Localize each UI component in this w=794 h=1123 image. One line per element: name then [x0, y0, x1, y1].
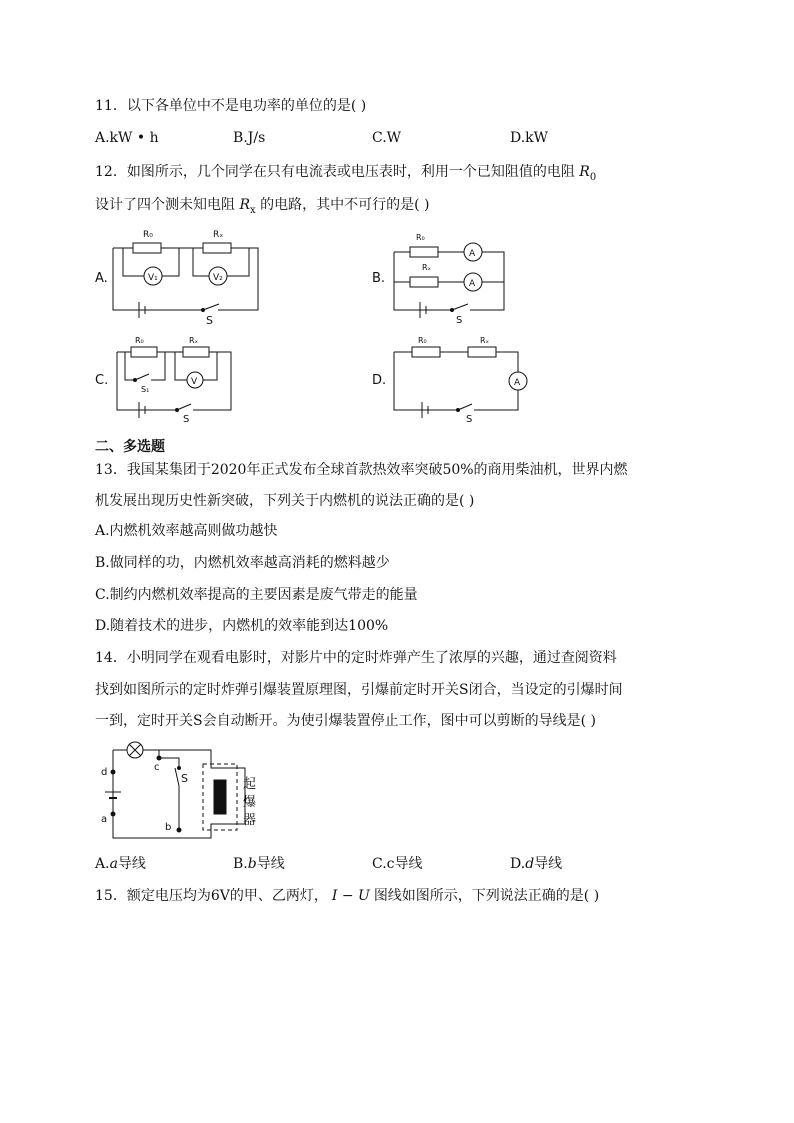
q14-option-b: B.b导线	[233, 856, 285, 872]
q12-figure-a	[93, 226, 273, 326]
svg-text:S: S	[183, 414, 190, 425]
q14-option-d: D.d导线	[510, 856, 563, 872]
svg-text:V: V	[191, 377, 198, 387]
timer-switch-s	[175, 768, 179, 786]
fig-a-label: A.	[95, 271, 108, 286]
fig-a-switch	[203, 304, 219, 310]
svg-text:S₁: S₁	[141, 385, 150, 394]
fig-c-label: C.	[95, 373, 109, 388]
point-d	[111, 770, 115, 774]
q13-option-d: D.随着技术的进步，内燃机的效率能到达100%	[95, 618, 389, 634]
fig-c-switch-s	[177, 404, 191, 410]
fig-b-rx-resistor	[410, 277, 438, 287]
fig-c-rx-resistor	[183, 347, 209, 357]
q13-option-a: A.内燃机效率越高则做功越快	[95, 523, 278, 539]
svg-text:A: A	[469, 279, 476, 289]
fig-b-switch	[452, 304, 468, 310]
fig-a-rx-label: Rₓ	[213, 230, 224, 240]
q11-option-b: B.J/s	[233, 130, 266, 146]
svg-text:S: S	[181, 772, 188, 785]
fig-d-rx-resistor	[468, 347, 496, 357]
svg-text:起: 起	[243, 777, 257, 792]
fig-a-r0-resistor	[133, 243, 161, 253]
q14-stem-line3: 一到，定时开关S会自动断开。为使引爆装置停止工作，图中可以剪断的导线是( )	[95, 713, 596, 729]
q12-stem-line1: 12．如图所示，几个同学在只有电流表或电压表时，利用一个已知阻值的电阻 $R_0$	[95, 164, 597, 183]
svg-text:Rₓ: Rₓ	[480, 336, 490, 345]
q11-option-c: C.W	[372, 130, 402, 146]
q13-option-c: C.制约内燃机效率提高的主要因素是废气带走的能量	[95, 587, 418, 603]
svg-text:V₁: V₁	[148, 273, 158, 283]
q15-stem: 15．额定电压均为6V的甲、乙两灯， I − U 图线如图所示，下列说法正确的是( )	[95, 888, 600, 904]
svg-text:R₀: R₀	[135, 336, 144, 345]
q14-stem-line1: 14．小明同学在观看电影时，对影片中的定时炸弹产生了浓厚的兴趣，通过查阅资料	[95, 650, 617, 666]
svg-text:A: A	[469, 249, 476, 259]
q14-option-c: C.c导线	[372, 856, 423, 872]
q12-figure-c	[93, 330, 243, 425]
fig-b-label: B.	[372, 271, 386, 286]
svg-text:a: a	[101, 814, 108, 825]
q13-stem-line2: 机发展出现历史性新突破，下列关于内燃机的说法正确的是( )	[95, 493, 475, 509]
svg-text:d: d	[101, 767, 108, 778]
svg-text:Rₓ: Rₓ	[189, 336, 199, 345]
q14-detonator-circuit	[95, 738, 265, 843]
q14-stem-line2: 找到如图所示的定时炸弹引爆装置原理图，引爆前定时开关S闭合，当设定的引爆时间	[95, 682, 623, 698]
point-b	[177, 828, 181, 832]
fig-d-label: D.	[372, 373, 387, 388]
section-heading-multi-choice: 二、多选题	[95, 439, 165, 455]
svg-text:Rₓ: Rₓ	[422, 263, 432, 272]
svg-text:R₀: R₀	[418, 336, 427, 345]
point-a	[111, 812, 115, 816]
svg-text:爆: 爆	[243, 795, 257, 810]
fig-b-r0-resistor	[410, 247, 438, 257]
fig-c-switch-s1	[135, 374, 149, 380]
q12-figure-b	[370, 226, 520, 326]
q13-option-b: B.做同样的功，内燃机效率越高消耗的燃料越少	[95, 555, 390, 571]
q11-option-d: D.kW	[510, 130, 549, 146]
svg-text:R₀: R₀	[416, 233, 425, 242]
q13-stem-line1: 13．我国某集团于2020年正式发布全球首款热效率突破50%的商用柴油机，世界内燃	[95, 462, 628, 478]
svg-text:c: c	[154, 762, 160, 773]
point-c	[157, 756, 161, 760]
fig-a-r0-label: R₀	[143, 230, 153, 240]
q12-stem-line2: 设计了四个测未知电阻 $R_x$ 的电路，其中不可行的是( )	[95, 197, 430, 216]
svg-text:S: S	[206, 314, 213, 327]
svg-text:A: A	[514, 378, 521, 388]
svg-text:S: S	[456, 315, 463, 326]
svg-text:S: S	[466, 414, 473, 425]
svg-text:b: b	[165, 822, 172, 833]
detonator-element	[214, 780, 226, 814]
svg-text:器: 器	[243, 813, 257, 828]
q14-option-a: A.a导线	[95, 856, 146, 872]
fig-d-switch	[458, 404, 472, 410]
svg-text:V₂: V₂	[213, 273, 223, 283]
fig-d-r0-resistor	[412, 347, 440, 357]
q12-figure-d	[370, 330, 530, 425]
fig-c-r0-resistor	[131, 347, 157, 357]
fig-a-rx-resistor	[203, 243, 231, 253]
q11-stem: 11．以下各单位中不是电功率的单位的是( )	[95, 98, 367, 114]
q11-option-a: A.kW • h	[95, 130, 159, 146]
